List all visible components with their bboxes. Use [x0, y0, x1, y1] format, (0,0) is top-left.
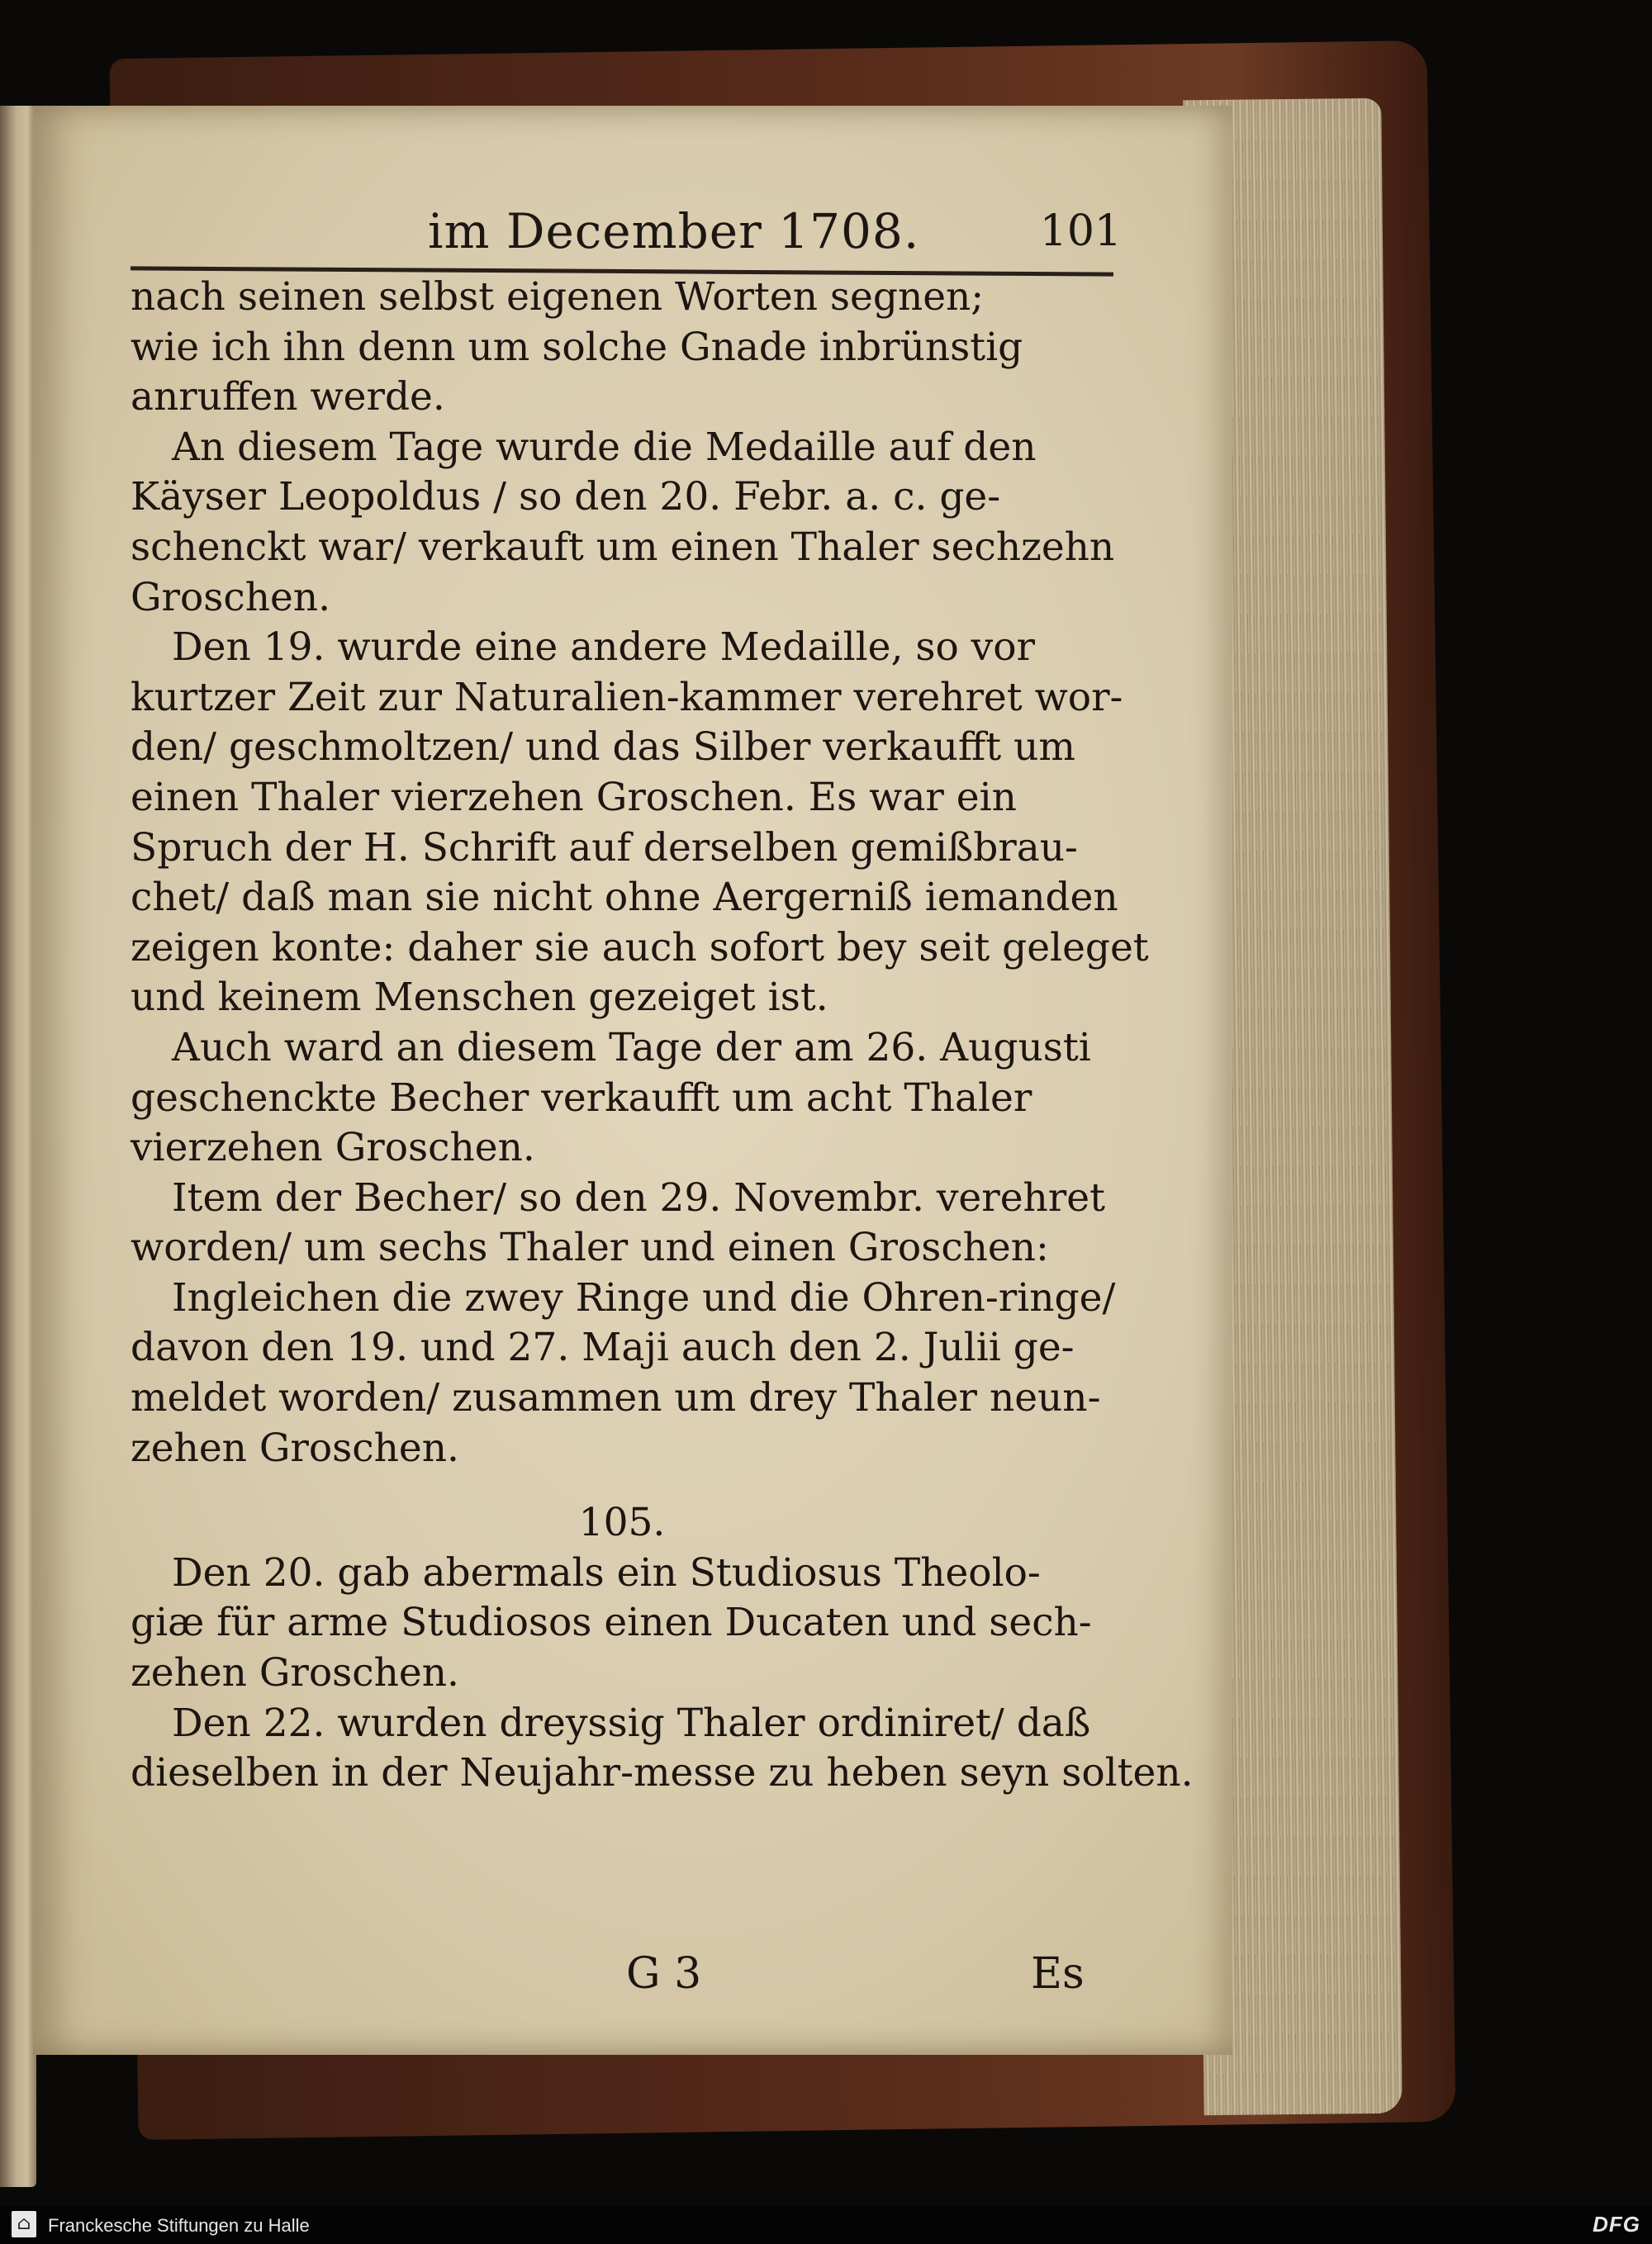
text-line: Den 19. wurde eine andere Medaille, so vor	[172, 624, 1035, 671]
catchword: Es	[1031, 1949, 1085, 1999]
text-line: Groschen.	[131, 574, 331, 620]
text-line: An diesem Tage wurde die Medaille auf den	[172, 424, 1037, 470]
text-line: und keinem Menschen gezeiget ist.	[131, 975, 828, 1021]
text-line: chet/ daß man sie nicht ohne Aergerniß iemanden	[131, 875, 1118, 921]
text-line: dieselben in der Neujahr-messe zu heben seyn solten.	[131, 1750, 1194, 1796]
text-line: meldet worden/ zusammen um drey Thaler neun-	[131, 1375, 1101, 1421]
text-line: einen Thaler vierzehen Groschen. Es war ein	[131, 774, 1017, 820]
text-line: geschenckte Becher verkaufft um acht Thaler	[131, 1075, 1032, 1121]
page-footer	[131, 1949, 1113, 2015]
body-text	[131, 273, 1194, 1799]
text-line: Auch ward an diesem Tage der am 26. Augusti	[172, 1024, 1091, 1070]
text-line: Den 22. wurden dreyssig Thaler ordiniret/ daß	[172, 1700, 1091, 1746]
facing-page-edge	[0, 106, 36, 2187]
text-line: Ingleichen die zwey Ringe und die Ohren-ringe/	[172, 1274, 1116, 1321]
page-header	[131, 198, 1122, 264]
text-line: vierzehen Groschen.	[131, 1125, 535, 1171]
text-line: zeigen konte: daher sie auch sofort bey seit geleget	[131, 924, 1149, 970]
text-line: zehen Groschen.	[131, 1425, 459, 1471]
institution-name: Franckesche Stiftungen zu Halle	[48, 2215, 310, 2236]
text-line: kurtzer Zeit zur Naturalien-kammer verehret wor-	[131, 674, 1123, 720]
text-line: Käyser Leopoldus / so den 20. Febr. a. c. ge-	[131, 474, 1001, 520]
viewer-footer-bar	[0, 2205, 1652, 2244]
text-line: Spruch der H. Schrift auf derselben gemißbrau-	[131, 824, 1078, 871]
book-page	[33, 106, 1232, 2055]
text-line: zehen Groschen.	[131, 1650, 459, 1696]
text-line: giæ für arme Studiosos einen Ducaten und sech-	[131, 1600, 1092, 1646]
section-number: 105.	[578, 1500, 666, 1546]
text-line: wie ich ihn denn um solche Gnade inbrünstig	[131, 324, 1023, 370]
page-number: 101	[1039, 206, 1122, 256]
text-line: schenckt war/ verkauft um einen Thaler sechzehn	[131, 524, 1115, 570]
text-line: Den 20. gab abermals ein Studiosus Theolo-	[172, 1549, 1041, 1596]
running-head: im December 1708.	[428, 203, 920, 259]
text-line: worden/ um sechs Thaler und einen Groschen:	[131, 1225, 1049, 1271]
text-line: davon den 19. und 27. Maji auch den 2. Julii ge-	[131, 1325, 1075, 1371]
text-line: Item der Becher/ so den 29. Novembr. verehret	[172, 1174, 1105, 1221]
text-line: nach seinen selbst eigenen Worten segnen;	[131, 274, 985, 320]
text-line: den/ geschmoltzen/ und das Silber verkaufft um	[131, 724, 1075, 771]
signature-mark: G 3	[626, 1949, 702, 1999]
text-line: anruffen werde.	[131, 374, 445, 420]
section-gap	[131, 1473, 1122, 1498]
funder-logo: DFG	[1593, 2212, 1640, 2237]
building-crest-icon: ⌂	[12, 2211, 36, 2237]
